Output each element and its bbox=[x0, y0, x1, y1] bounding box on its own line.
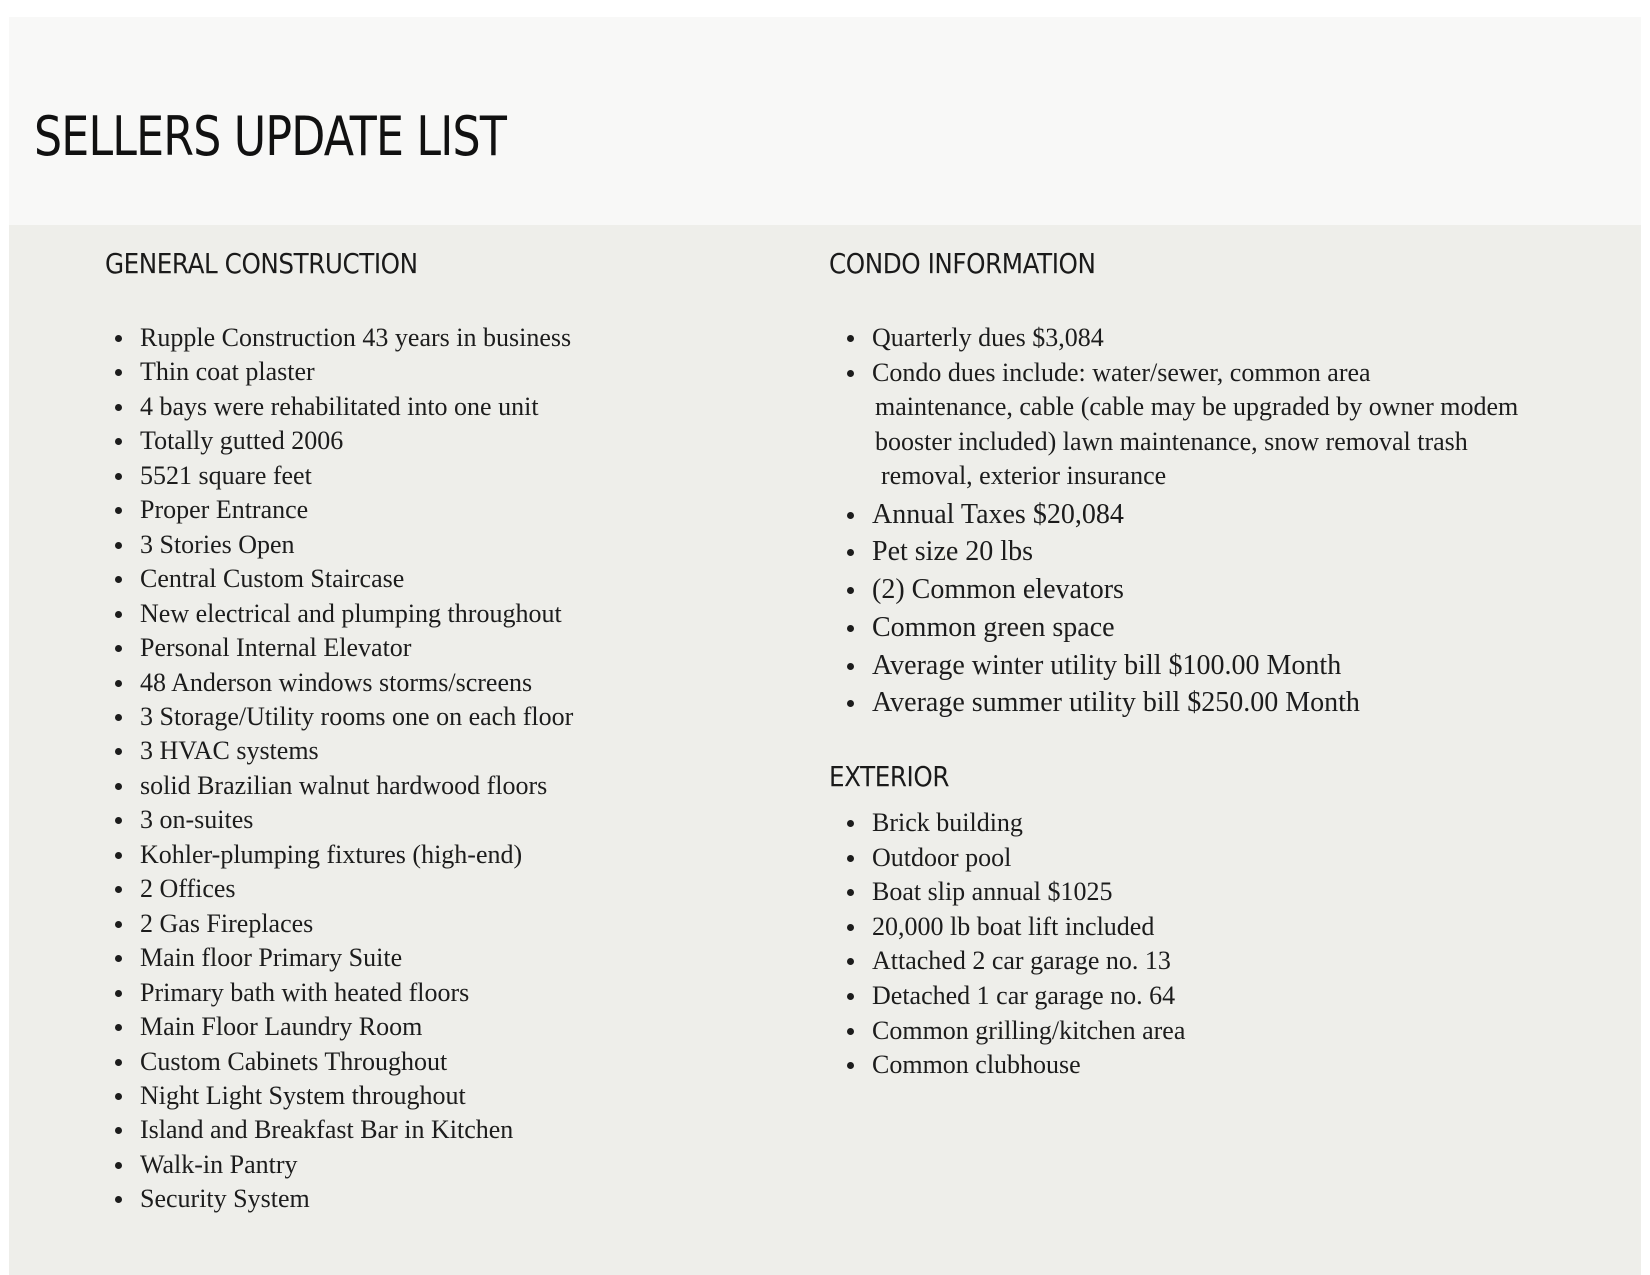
list-item: Common clubhouse bbox=[845, 1048, 1185, 1083]
list-item: 2 Gas Fireplaces bbox=[113, 907, 573, 941]
list-item: Proper Entrance bbox=[113, 493, 573, 527]
condo-dues-include-line: removal, exterior insurance bbox=[881, 461, 1167, 490]
list-item: Night Light System throughout bbox=[113, 1079, 573, 1113]
list-item: Personal Internal Elevator bbox=[113, 631, 573, 665]
list-item: 3 on-suites bbox=[113, 803, 573, 837]
list-item: New electrical and plumping throughout bbox=[113, 597, 573, 631]
list-item: Thin coat plaster bbox=[113, 355, 573, 389]
list-item: (2) Common elevators bbox=[845, 571, 1650, 609]
exterior-heading: EXTERIOR bbox=[829, 760, 950, 793]
list-item: 20,000 lb boat lift included bbox=[845, 910, 1185, 945]
list-item: solid Brazilian walnut hardwood floors bbox=[113, 769, 573, 803]
list-item: 4 bays were rehabilitated into one unit bbox=[113, 390, 573, 424]
exterior-list bbox=[845, 806, 1185, 1083]
list-item: Security System bbox=[113, 1182, 573, 1216]
list-item: Quarterly dues $3,084 bbox=[845, 321, 1650, 356]
list-item: 3 Stories Open bbox=[113, 528, 573, 562]
list-item: Common grilling/kitchen area bbox=[845, 1014, 1185, 1049]
general-construction-list bbox=[113, 321, 573, 1217]
list-item: Walk-in Pantry bbox=[113, 1148, 573, 1182]
list-item: 48 Anderson windows storms/screens bbox=[113, 666, 573, 700]
list-item: Island and Breakfast Bar in Kitchen bbox=[113, 1113, 573, 1147]
list-item: 2 Offices bbox=[113, 872, 573, 906]
general-construction-heading: GENERAL CONSTRUCTION bbox=[105, 247, 418, 280]
list-item: Main Floor Laundry Room bbox=[113, 1010, 573, 1044]
list-item: Attached 2 car garage no. 13 bbox=[845, 944, 1185, 979]
list-item: Boat slip annual $1025 bbox=[845, 875, 1185, 910]
condo-dues-include-line: Condo dues include: water/sewer, common area bbox=[872, 357, 1371, 387]
list-item: Pet size 20 lbs bbox=[845, 533, 1650, 571]
list-item: Average summer utility bill $250.00 Month bbox=[845, 684, 1650, 722]
list-item: Common green space bbox=[845, 609, 1650, 647]
list-item: Rupple Construction 43 years in business bbox=[113, 321, 573, 355]
list-item: Outdoor pool bbox=[845, 841, 1185, 876]
page-title: SELLERS UPDATE LIST bbox=[34, 105, 507, 168]
list-item: Kohler-plumping fixtures (high-end) bbox=[113, 838, 573, 872]
list-item: Custom Cabinets Throughout bbox=[113, 1045, 573, 1079]
list-item: Main floor Primary Suite bbox=[113, 941, 573, 975]
list-item: Brick building bbox=[845, 806, 1185, 841]
list-item: Primary bath with heated floors bbox=[113, 976, 573, 1010]
list-item: 3 HVAC systems bbox=[113, 734, 573, 768]
condo-dues-include-line: booster included) lawn maintenance, snow removal trash bbox=[875, 426, 1468, 456]
condo-dues-include-line: maintenance, cable (cable may be upgraded by owner modem bbox=[875, 392, 1519, 421]
condo-dues-include-item bbox=[845, 356, 1650, 494]
condo-information-list bbox=[845, 321, 1650, 722]
condo-information-heading: CONDO INFORMATION bbox=[829, 247, 1096, 280]
list-item: 3 Storage/Utility rooms one on each floor bbox=[113, 700, 573, 734]
list-item: Totally gutted 2006 bbox=[113, 424, 573, 458]
list-item: 5521 square feet bbox=[113, 459, 573, 493]
list-item: Annual Taxes $20,084 bbox=[845, 496, 1650, 534]
list-item: Detached 1 car garage no. 64 bbox=[845, 979, 1185, 1014]
list-item: Average winter utility bill $100.00 Month bbox=[845, 647, 1650, 685]
list-item: Central Custom Staircase bbox=[113, 562, 573, 596]
